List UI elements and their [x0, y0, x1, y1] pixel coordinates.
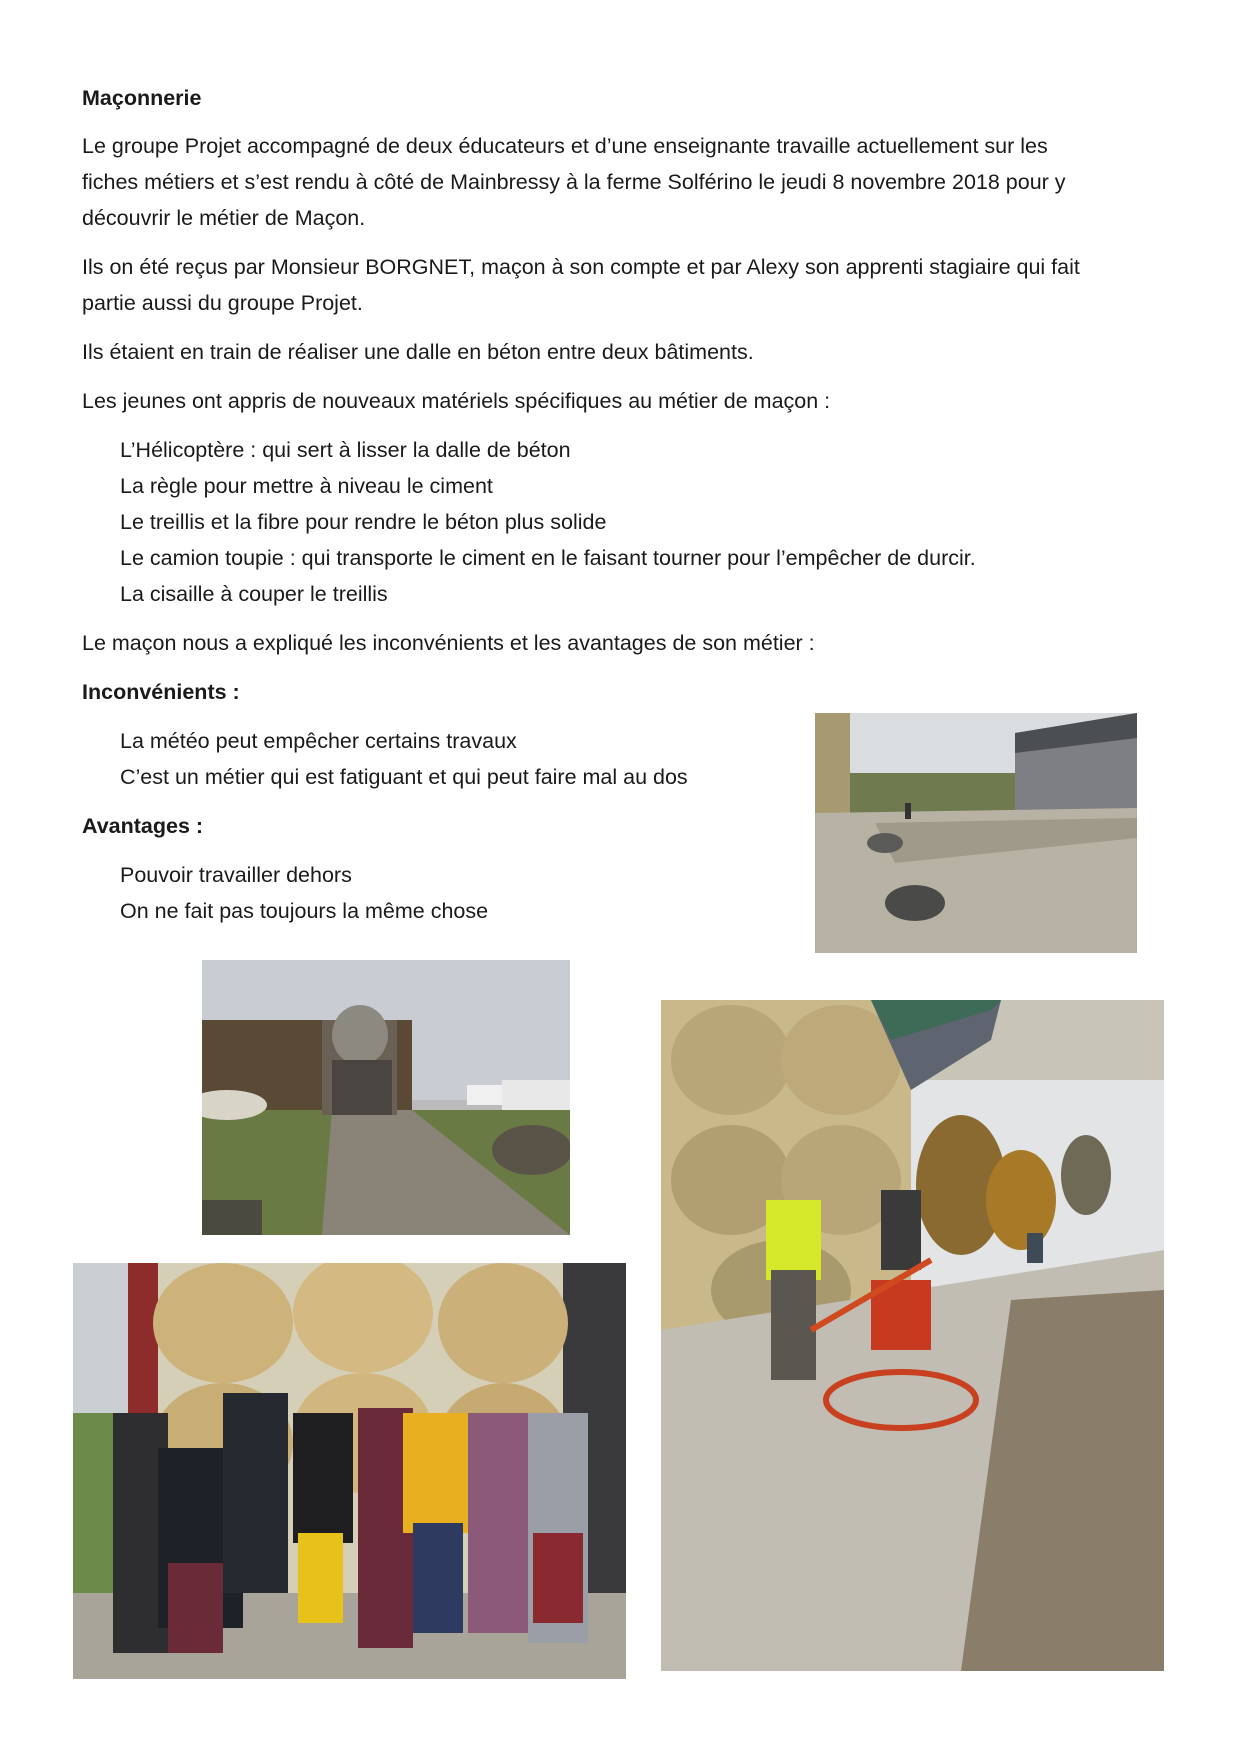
inconvenients-heading: Inconvénients :: [82, 680, 240, 704]
material-item: L’Hélicoptère : qui sert à lisser la dalle de béton: [120, 438, 571, 462]
material-item: La règle pour mettre à niveau le ciment: [120, 474, 493, 498]
material-item: Le camion toupie : qui transporte le ciment en le faisant tourner pour l’empêcher de durcir.: [120, 546, 976, 570]
photo-group: [73, 1263, 626, 1679]
avantage-item: On ne fait pas toujours la même chose: [120, 899, 489, 923]
page-title: Maçonnerie: [82, 86, 202, 110]
avantage-item: Pouvoir travailler dehors: [120, 863, 352, 887]
welcome-line-2: partie aussi du groupe Projet.: [82, 291, 363, 315]
welcome-line-1: Ils on été reçus par Monsieur BORGNET, maçon à son compte et par Alexy son apprenti stagiaire qui fait: [82, 255, 1080, 279]
explain-paragraph: Le maçon nous a expliqué les inconvénients et les avantages de son métier :: [82, 631, 815, 655]
inconvenient-item: C’est un métier qui est fatiguant et qui peut faire mal au dos: [120, 765, 688, 789]
photo-concrete-slab: [815, 713, 1137, 953]
material-item: La cisaille à couper le treillis: [120, 582, 388, 606]
inconvenient-item: La météo peut empêcher certains travaux: [120, 729, 517, 753]
slab-paragraph: Ils étaient en train de réaliser une dalle en béton entre deux bâtiments.: [82, 340, 754, 364]
intro-line-3: découvrir le métier de Maçon.: [82, 206, 366, 230]
materials-intro: Les jeunes ont appris de nouveaux matériels spécifiques au métier de maçon :: [82, 389, 831, 413]
avantages-heading: Avantages :: [82, 814, 204, 838]
intro-line-1: Le groupe Projet accompagné de deux éducateurs et d’une enseignante travaille actuellement sur les: [82, 134, 1048, 158]
photo-helicopter-trowel: [661, 1000, 1164, 1671]
photo-cement-truck: [202, 960, 570, 1235]
material-item: Le treillis et la fibre pour rendre le béton plus solide: [120, 510, 607, 534]
intro-line-2: fiches métiers et s’est rendu à côté de Mainbressy à la ferme Solférino le jeudi 8 novembre 2018 pour y: [82, 170, 1066, 194]
